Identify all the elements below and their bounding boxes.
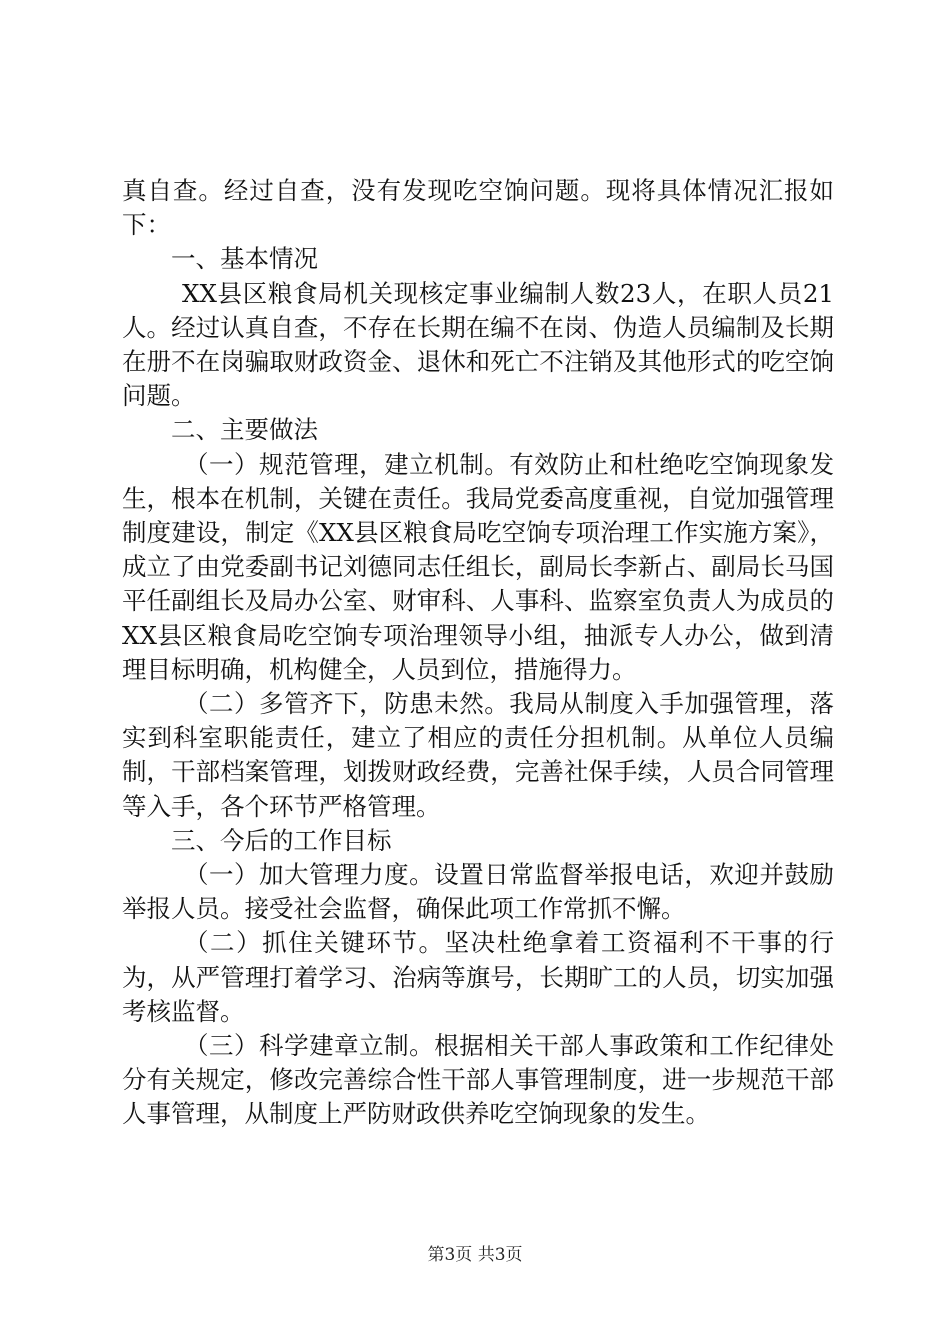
heading-basic-situation: 一、基本情况: [171, 244, 318, 274]
paragraph-goal-2: （二）抓住关键环节。坚决杜绝拿着工资福利不干事的行为，从严管理打着学习、治病等旗号，长期旷工的人员，切实加强考核监督。: [122, 928, 834, 1026]
paragraph-goal-1: （一）加大管理力度。设置日常监督举报电话，欢迎并鼓励举报人员。接受社会监督，确保此项工作常抓不懈。: [122, 860, 834, 924]
paragraph-intro-continuation: 真自查。经过自查，没有发现吃空饷问题。现将具体情况汇报如下：: [122, 176, 834, 240]
page-footer: 第3页 共3页: [427, 1245, 523, 1265]
paragraph-basic-situation: XX县区粮食局机关现核定事业编制人数23人，在职人员21人。经过认真自查，不存在长期在编不在岗、伪造人员编制及长期在册不在岗骗取财政资金、退休和死亡不注销及其他形式的吃空饷问题。: [122, 278, 834, 411]
paragraph-goal-3: （三）科学建章立制。根据相关干部人事政策和工作纪律处分有关规定，修改完善综合性干部人事管理制度，进一步规范干部人事管理，从制度上严防财政供养吃空饷现象的发生。: [122, 1031, 834, 1129]
paragraph-practice-2: （二）多管齐下，防患未然。我局从制度入手加强管理，落实到科室职能责任，建立了相应的责任分担机制。从单位人员编制，干部档案管理，划拨财政经费，完善社保手续，人员合同管理等入手，各个环节严格管理。: [122, 689, 834, 821]
paragraph-practice-1: （一）规范管理，建立机制。有效防止和杜绝吃空饷现象发生，根本在机制，关键在责任。我局党委高度重视，自觉加强管理制度建设，制定《XX县区粮食局吃空饷专项治理工作实施方案》，成立了由党委副书记刘德同志任组长，副局长李新占、副局长马国平任副组长及局办公室、财审科、人事科、监察室负责人为成员的XX县区粮食局吃空饷专项治理领导小组，抽派专人办公，做到清理目标明确，机构健全，人员到位，措施得力。: [122, 449, 834, 684]
heading-future-goals: 三、今后的工作目标: [171, 825, 392, 855]
document-body: [122, 174, 834, 1132]
heading-main-practices: 二、主要做法: [171, 415, 318, 445]
